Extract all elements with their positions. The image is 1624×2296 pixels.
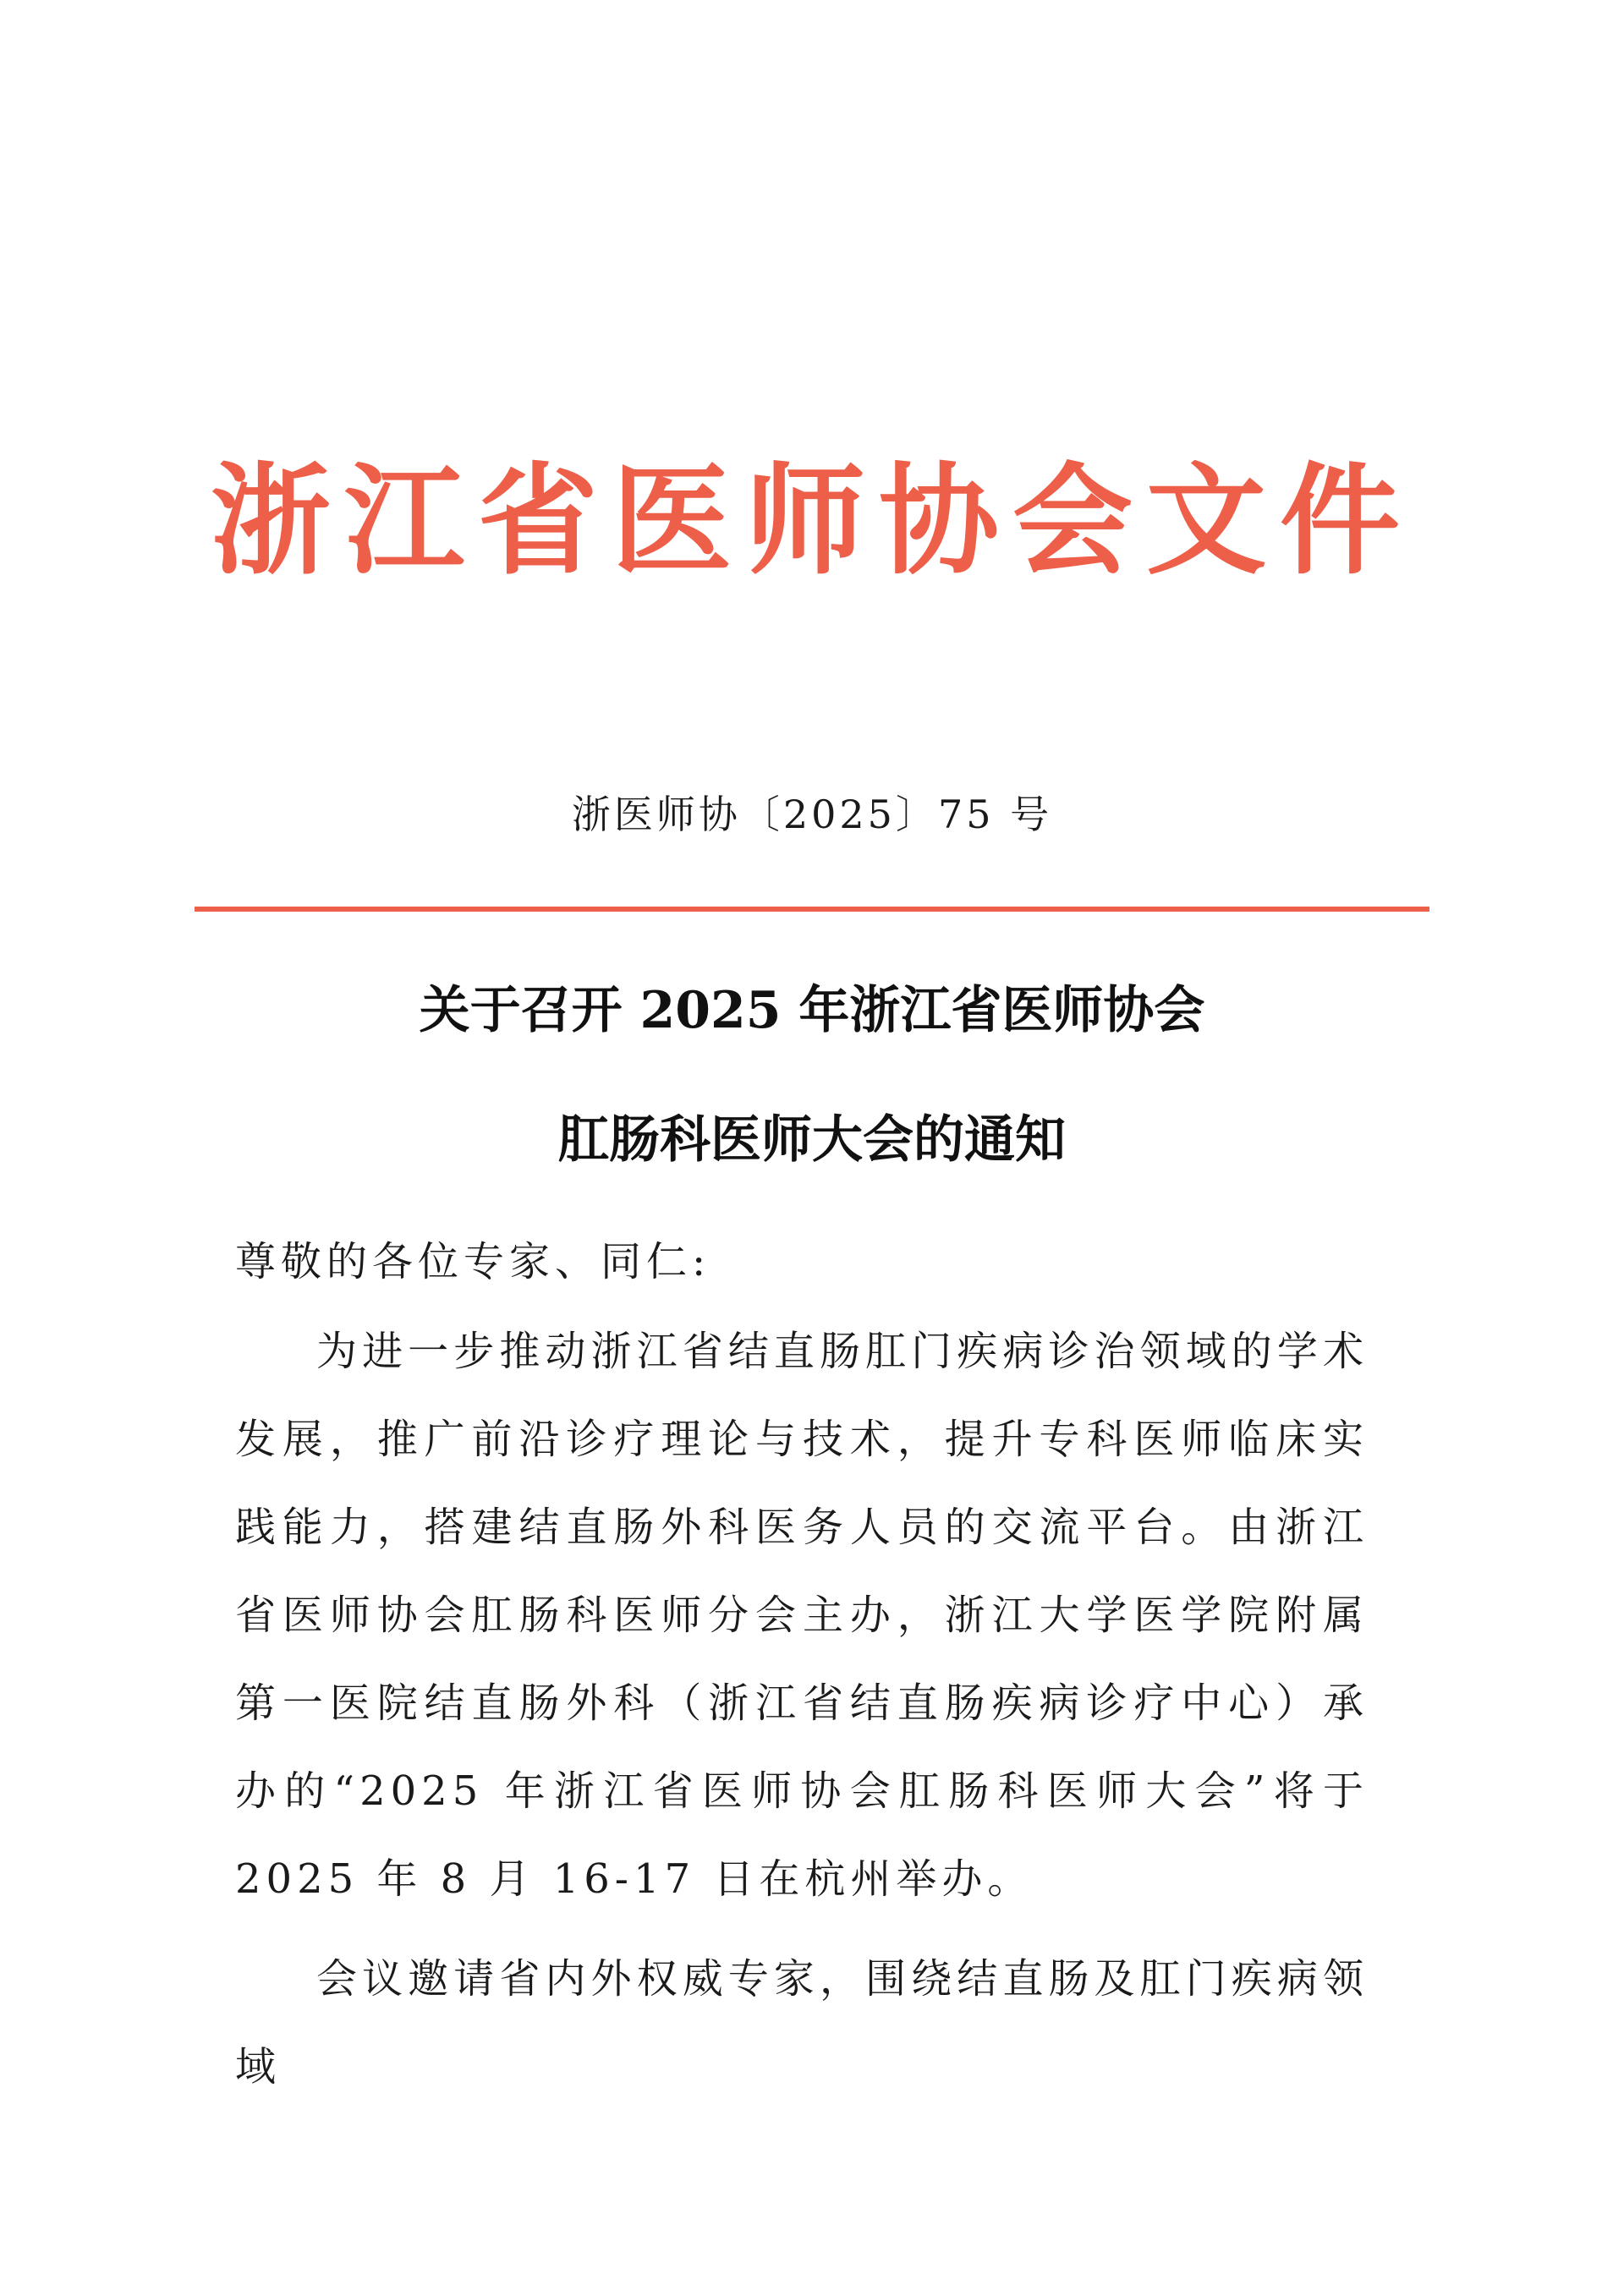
notice-title-line-1: 关于召开 2025 年浙江省医师协会 [419,981,1205,1040]
red-divider [195,907,1429,912]
notice-title-line-2: 肛肠科医师大会的通知 [558,1110,1066,1170]
body-paragraph-1: 为进一步推动浙江省结直肠肛门疾病诊治领域的学术发展，推广前沿诊疗理论与技术，提升专科医师临床实践能力，搭建结直肠外科医务人员的交流平台。由浙江省医师协会肛肠科医师分会主办，浙江大学医学院附属第一医院结直肠外科（浙江省结直肠疾病诊疗中心）承办的“2025 年浙江省医师协会肛肠科医师大会”将于 2025 年 8 月 16-17 日在杭州举办。 [235,1328,1369,1903]
document-number: 浙医师协〔2025〕75 号 [571,792,1053,837]
document-header: 浙江省医师协会文件 [211,451,1413,591]
body-paragraph-2: 会议邀请省内外权威专家，围绕结直肠及肛门疾病领域 [235,1955,1369,2091]
salutation: 尊敬的各位专家、同仁: [235,1238,711,1285]
